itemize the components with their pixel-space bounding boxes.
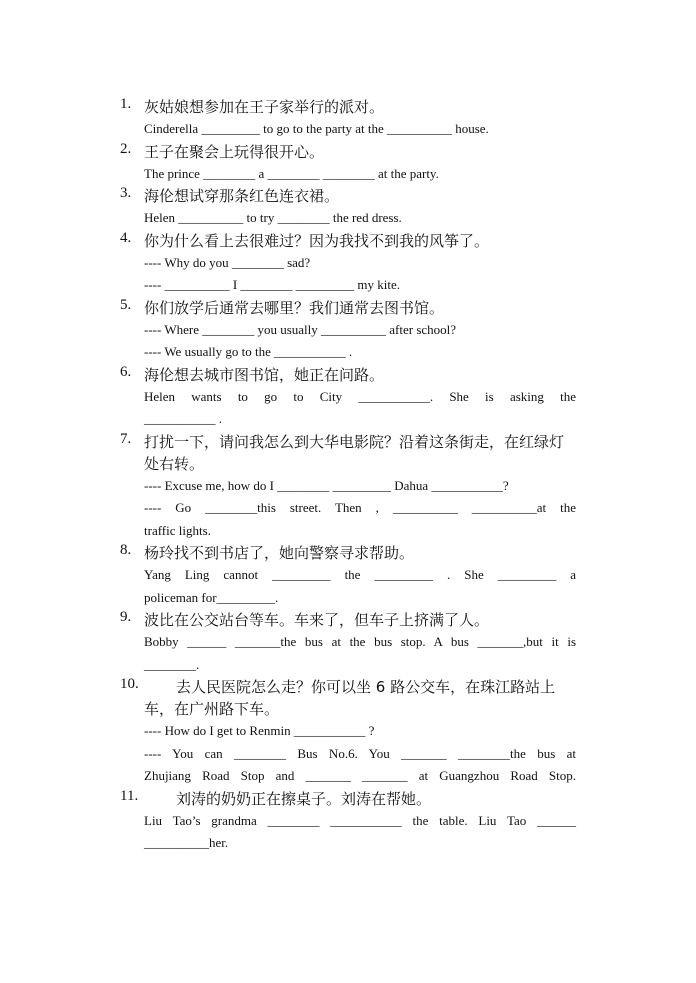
exercise-item-3 [120,185,576,230]
item-number: 5. [120,296,132,313]
item-number: 3. [120,185,132,201]
english-line: ---- Why do you ________ sad? [144,254,311,270]
english-line: ---- You can ________ Bus No.6. You _______ ________the bus at [144,745,576,761]
exercise-item-4 [120,230,576,297]
exercise-item-1 [120,96,576,141]
english-line: traffic lights. [144,522,211,538]
chinese-sentence: 打扰一下，请问我怎么到大华电影院？沿着这条街走，在红绿灯处右转。 [144,432,565,473]
english-line: policeman for_________. [144,589,279,605]
english-line: __________her. [144,835,229,850]
chinese-sentence: 海伦想去城市图书馆，她正在问路。 [144,365,385,384]
item-number: 4. [120,229,132,246]
exercise-item-11 [120,788,576,855]
english-line: ________. [144,656,200,672]
english-line: ---- Excuse me, how do I ________ _________ Dahua ___________? [144,477,509,493]
exercise-item-10 [120,676,576,788]
chinese-sentence: 灰姑娘想参加在王子家举行的派对。 [144,98,385,116]
item-number: 7. [120,430,132,447]
chinese-sentence: 海伦想试穿那条红色连衣裙。 [144,187,340,205]
exercise-item-6 [120,364,576,431]
exercise-item-8 [120,542,576,609]
item-number: 6. [120,363,132,380]
english-line: ___________ . [144,411,222,426]
item-number: 8. [120,542,132,558]
item-number: 9. [120,609,132,625]
item-number: 11. [120,787,139,804]
english-line: Cinderella _________ to go to the party at the __________ house. [144,121,489,136]
exercise-item-5 [120,297,576,364]
chinese-sentence: 你们放学后通常去哪里？我们通常去图书馆。 [144,298,445,317]
english-line: ---- Go ________this street. Then , __________ __________at the [144,500,576,515]
item-number: 1. [120,96,132,112]
english-line: Bobby ______ _______the bus at the bus stop. A bus _______,but it is [144,634,576,649]
english-line: Helen wants to go to City ___________. She is asking the [144,388,576,404]
chinese-sentence: 你为什么看上去很难过？因为我找不到我的风筝了。 [144,231,490,250]
chinese-sentence: 波比在公交站台等车。车来了，但车子上挤满了人。 [144,611,490,629]
english-line: Zhujiang Road Stop and _______ _______ at Guangzhou Road Stop. [144,768,576,783]
english-line: Yang Ling cannot _________ the _________ . She _________ a [144,567,576,582]
exercise-list [120,96,576,855]
item-number: 2. [120,140,132,157]
english-line: Liu Tao’s grandma ________ ___________ the table. Liu Tao ______ [144,812,576,828]
english-line: ---- We usually go to the ___________ . [144,344,353,359]
english-line: The prince ________ a ________ ________ at the party. [144,165,439,181]
english-line: ---- How do I get to Renmin ___________ ? [144,723,375,738]
exercise-item-9 [120,609,576,676]
english-line: ---- __________ I ________ _________ my kite. [144,277,401,292]
chinese-sentence: 杨玲找不到书店了，她向警察寻求帮助。 [144,544,415,562]
chinese-sentence: 王子在聚会上玩得很开心。 [144,142,325,161]
english-line: Helen __________ to try ________ the red dress. [144,210,402,225]
exercise-item-2 [120,141,576,186]
chinese-sentence: 刘涛的奶奶正在擦桌子。刘涛在帮她。 [176,789,432,808]
item-number: 10. [120,676,139,692]
english-line: ---- Where ________ you usually __________ after school? [144,321,457,337]
exercise-item-7 [120,431,576,543]
chinese-sentence: 去人民医院怎么走？你可以坐 6 路公交车，在珠江路站上车，在广州路下车。 [144,678,556,718]
